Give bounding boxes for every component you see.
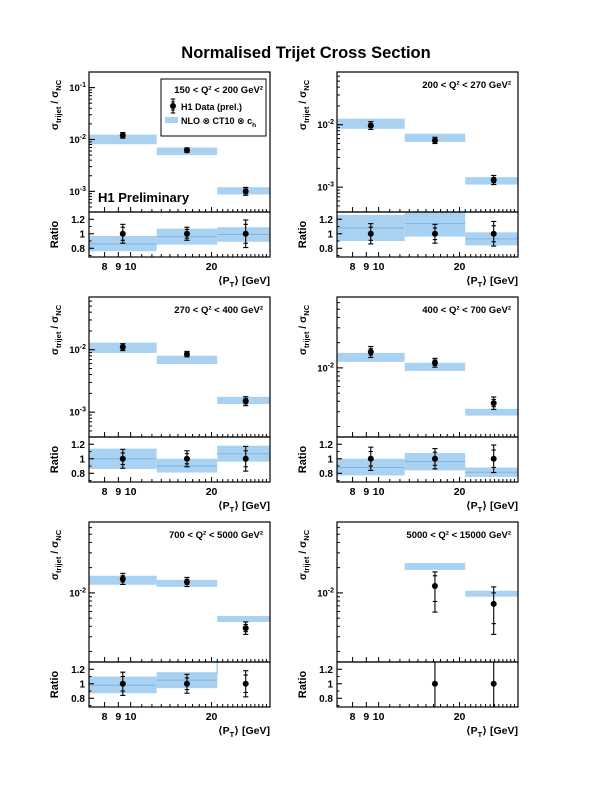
ratio-axis-title: Ratio	[49, 445, 61, 474]
q2-range-label: 270 < Q² < 400 GeV²	[174, 305, 263, 316]
ratio-tick-label: 1	[79, 679, 85, 691]
ratio-tick-label: 0.8	[71, 468, 85, 480]
ratio-theory-bands	[89, 662, 217, 693]
y-axis-title: $\sigma_{trijet} / \sigma_{NC}$	[49, 304, 63, 356]
ratio-tick-label: 1.2	[319, 664, 333, 676]
x-tick-label: 20	[453, 261, 466, 273]
x-tick-label: 20	[205, 711, 218, 723]
x-tick-label: 8	[101, 711, 108, 723]
y-tick-label: $10^{-2}$	[69, 133, 86, 146]
x-tick-label: 20	[453, 711, 466, 723]
q2-range-label: 200 < Q² < 270 GeV²	[422, 80, 511, 91]
x-tick-label: 8	[101, 261, 108, 273]
x-tick-label: 10	[372, 261, 385, 273]
y-axis-title: $\sigma_{trijet} / \sigma_{NC}$	[297, 304, 311, 356]
ratio-axis-title: Ratio	[297, 220, 309, 249]
theory-band	[405, 563, 466, 570]
panel-2	[297, 72, 518, 289]
plot-frame	[89, 297, 270, 437]
theory-band	[465, 591, 518, 597]
x-tick-label: 20	[205, 261, 218, 273]
ratio-tick-label: 1.2	[319, 439, 333, 451]
x-axis-title: $⟨P_T⟩$ [GeV]	[217, 275, 270, 289]
ratio-tick-label: 0.8	[319, 693, 333, 705]
q2-range-label: 150 < Q² < 200 GeV²	[174, 85, 263, 96]
ratio-tick-label: 1	[327, 229, 333, 241]
ratio-tick-label: 0.8	[319, 468, 333, 480]
x-tick-label: 8	[101, 486, 108, 498]
ratio-tick-label: 0.8	[71, 693, 85, 705]
data-points	[432, 572, 497, 635]
figure-title: Normalised Trijet Cross Section	[181, 44, 431, 62]
theory-bands	[337, 119, 518, 185]
x-tick-label: 8	[349, 711, 356, 723]
y-axis-title: $\sigma_{trijet} / \sigma_{NC}$	[297, 529, 311, 581]
ratio-tick-label: 1	[79, 229, 85, 241]
y-tick-label: $10^{-2}$	[317, 587, 334, 600]
panel-1	[49, 72, 270, 289]
legend-data-label: H1 Data (prel.)	[181, 102, 243, 112]
y-tick-label: $10^{-3}$	[69, 185, 86, 198]
legend-data-marker	[170, 103, 176, 109]
x-tick-label: 9	[363, 711, 370, 723]
x-tick-label: 9	[115, 711, 122, 723]
x-tick-label: 9	[363, 486, 370, 498]
y-tick-label: $10^{-2}$	[317, 362, 334, 375]
x-axis-title: $⟨P_T⟩$ [GeV]	[217, 500, 270, 514]
x-tick-label: 10	[372, 486, 385, 498]
axis-ticks	[337, 528, 514, 707]
y-axis-title: $\sigma_{trijet} / \sigma_{NC}$	[49, 79, 63, 131]
panel-4	[297, 297, 518, 514]
x-tick-label: 8	[349, 261, 356, 273]
x-tick-label: 10	[124, 711, 137, 723]
x-axis-title: $⟨P_T⟩$ [GeV]	[465, 500, 518, 514]
x-tick-label: 9	[115, 261, 122, 273]
ratio-tick-label: 0.8	[319, 243, 333, 255]
data-points	[120, 344, 249, 406]
x-tick-label: 8	[349, 486, 356, 498]
y-tick-label: $10^{-2}$	[69, 344, 86, 357]
ratio-tick-label: 1	[79, 454, 85, 466]
ratio-theory-bands	[89, 227, 270, 251]
legend-theory-label: NLO ⊗ CT10 ⊗ $c_h$	[181, 116, 257, 129]
y-tick-label: $10^{-3}$	[69, 406, 86, 419]
x-tick-label: 20	[205, 486, 218, 498]
h1-preliminary-watermark: H1 Preliminary	[98, 190, 190, 205]
x-tick-label: 9	[363, 261, 370, 273]
q2-range-label: 700 < Q² < 5000 GeV²	[168, 530, 263, 541]
panel-3	[49, 297, 270, 514]
x-tick-label: 10	[124, 261, 137, 273]
x-axis-title: $⟨P_T⟩$ [GeV]	[465, 725, 518, 739]
ratio-tick-label: 1	[327, 454, 333, 466]
y-tick-label: $10^{-3}$	[317, 181, 334, 194]
ratio-theory-bands	[337, 211, 518, 246]
plot-frame	[89, 522, 270, 662]
ratio-axis-title: Ratio	[49, 220, 61, 249]
panel-6	[297, 522, 518, 739]
x-tick-label: 20	[453, 486, 466, 498]
y-tick-label: $10^{-1}$	[69, 82, 86, 95]
panel-5	[49, 522, 270, 739]
x-axis-title: $⟨P_T⟩$ [GeV]	[217, 725, 270, 739]
ratio-tick-label: 1.2	[319, 214, 333, 226]
ratio-tick-label: 1.2	[71, 439, 85, 451]
x-tick-label: 9	[115, 486, 122, 498]
data-points	[368, 122, 497, 185]
ratio-tick-label: 1.2	[71, 214, 85, 226]
plot-frame	[337, 72, 518, 212]
ratio-axis-title: Ratio	[297, 445, 309, 474]
y-tick-label: $10^{-2}$	[69, 587, 86, 600]
theory-band	[217, 616, 270, 622]
ratio-tick-label: 1	[327, 679, 333, 691]
q2-range-label: 5000 < Q² < 15000 GeV²	[406, 530, 511, 541]
y-axis-title: $\sigma_{trijet} / \sigma_{NC}$	[297, 79, 311, 131]
x-axis-title: $⟨P_T⟩$ [GeV]	[465, 275, 518, 289]
x-tick-label: 10	[372, 711, 385, 723]
ratio-theory-bands	[337, 453, 518, 477]
legend-band-swatch	[165, 117, 178, 123]
ratio-tick-label: 0.8	[71, 243, 85, 255]
q2-range-label: 400 < Q² < 700 GeV²	[422, 305, 511, 316]
ratio-axis-title: Ratio	[49, 670, 61, 699]
theory-bands	[89, 135, 270, 195]
ratio-axis-title: Ratio	[297, 670, 309, 699]
theory-bands	[337, 353, 518, 416]
y-axis-title: $\sigma_{trijet} / \sigma_{NC}$	[49, 529, 63, 581]
y-tick-label: $10^{-2}$	[317, 119, 334, 132]
x-tick-label: 10	[124, 486, 137, 498]
ratio-tick-label: 1.2	[71, 664, 85, 676]
theory-bands	[89, 576, 270, 622]
theory-bands	[405, 563, 518, 597]
theory-bands	[89, 343, 270, 404]
